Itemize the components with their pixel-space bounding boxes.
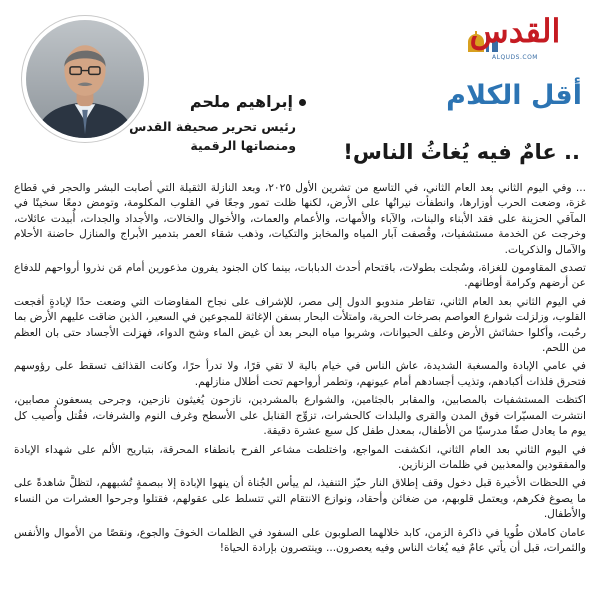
article-header: [0, 0, 600, 160]
logo-subtitle: ALQUDS.COM: [492, 54, 538, 61]
newspaper-logo[interactable]: [446, 10, 584, 64]
author-title-line2: ومنصاتها الرقمية: [190, 138, 296, 153]
article-paragraph: تصدى المقاومون للغزاة، وسُجلت بطولات، باقتحام أحدث الدبابات، بينما كان الجنود يفرون مذعورين أمام مَن نذروا أرواحهم للدفاع عن أرضهم وكرامة أوطانهم.: [14, 262, 586, 290]
article-paragraph: اكتظت المستشفيات بالمصابين، والمقابر بالجثامين، والشوارع بالمشردين، نازحون يُغيثون نازحين، وجرحى يسعفون مصابين، انتشرت المسيّرات فوق المدن والقرى والبلدات كالحشرات، تزوِّج القنابل على الأسطح وغرف النوم والشرفات، فقُتل وأُصيب كل يوم ما يعادل صفًا مدرسيًا من الأطفال، بمعدل طفل كل سبع عشرة دقيقة.: [14, 394, 586, 438]
author-title: [129, 117, 296, 155]
bullet-icon: [299, 99, 306, 106]
author-name: [190, 92, 306, 111]
article-paragraph: في عامي الإبادة والمسغبة الشديدة، عاش الناس في خيام بالية لا تقي قرًا، ولا تدرأ حرًا، وكانت القذائف تسقط على رؤوسهم فتحرق فلذات أكبادهم، وتذيب أجسادهم أمام عيونهم، وتطمر أرواحهم تحت أطلال منازلهم.: [14, 360, 586, 388]
article-body: [14, 181, 586, 559]
author-photo-icon: [26, 20, 144, 138]
logo-wordmark: القدس: [469, 12, 561, 50]
article-paragraph: في اليوم الثاني بعد العام الثاني، انكشفت المواجع، واختلطت مشاعر الفرح بانطفاء المحرقة، بتباريح الألم على شهداء الإبادة والمفقودين والمعذبين في ظلمات الزنازين.: [14, 443, 586, 471]
article-paragraph: ... وفي اليوم الثاني بعد العام الثاني، في التاسع من تشرين الأول ٢٠٢٥، وبعد النازلة الثقيلة التي أصابت البشر والحجر في قطاع غزة، وضعت الحرب أوزارها، وانطفأت نيرانُها على الأرض، لكنها ظلت تمور وجعًا في القلوب المكلومة، وتومض دمعًا سخينًا في المآقي الحزينة على فقد الأبناء والبنات، والآباء والأمهات، والأعمام والعمات، والأخوال والخالات، والأجداد والجدات، أُبيدت عائلات، وخرجت عن الخدمة مستشفيات، وقُصفت آبار المياه والمخابز والتكيات، وذهب شقاء العمر بتدمير الأبراج والمنازل حاضنة الأحلام والآمال والذكريات.: [14, 182, 587, 256]
article-paragraph: في اللحظات الأخيرة قبل دخول وقف إطلاق النار حيّز التنفيذ، لم ييأس الجُناة أن ينهوا الإبادة إلا ببصمةٍ تُشبههم، لتظلَّ شاهدةً على ما يصوغ فكرهم، ويعتمل قلوبهم، من ضغائن وأحقاد، ونوازع الانتقام التي تتسلط على عقولهم، فقتلوا وجرحوا العشرات من النساء والأطفال.: [14, 477, 586, 521]
column-name: أقل الكلام: [446, 80, 582, 111]
author-name-text: إبراهيم ملحم: [189, 92, 293, 111]
article-headline: .. عامٌ فيه يُغاثُ الناس!: [343, 140, 580, 164]
article-paragraph: عامان كاملان طُويا في ذاكرة الزمن، كابد خلالهما الصلوبون على السفود في الظلمات الخوفَ والجوع، ونقصًا من الأموال والأنفس والثمرات، قبل أن يأتي عامٌ فيه يُغاث الناس وفيه يعصرون... وينتصرون بإرادة الحياة!: [14, 526, 586, 554]
author-title-line1: رئيس تحرير صحيفة القدس: [129, 119, 296, 134]
article-paragraph: في اليوم الثاني بعد العام الثاني، تقاطر مندوبو الدول إلى مصر، للإشراف على نجاح المفاوضات التي وضعت حدًا لإبادةٍ أفجعت القلوب، وزلزلت شوارع العواصم بصرخات الحرية، وامتلأت البحار بسفن الإغاثة للمجوعين في السعير، الذين ضاقت عليهم الأرض بما رحُبت، وأكلوا حشائش الأرض وعلف الحيوانات، وشربوا مياه البحر بعد أن غيض الماء وشح الدواء، فهزلت الأجساد حتى بان العظم من اللحم.: [14, 295, 586, 355]
